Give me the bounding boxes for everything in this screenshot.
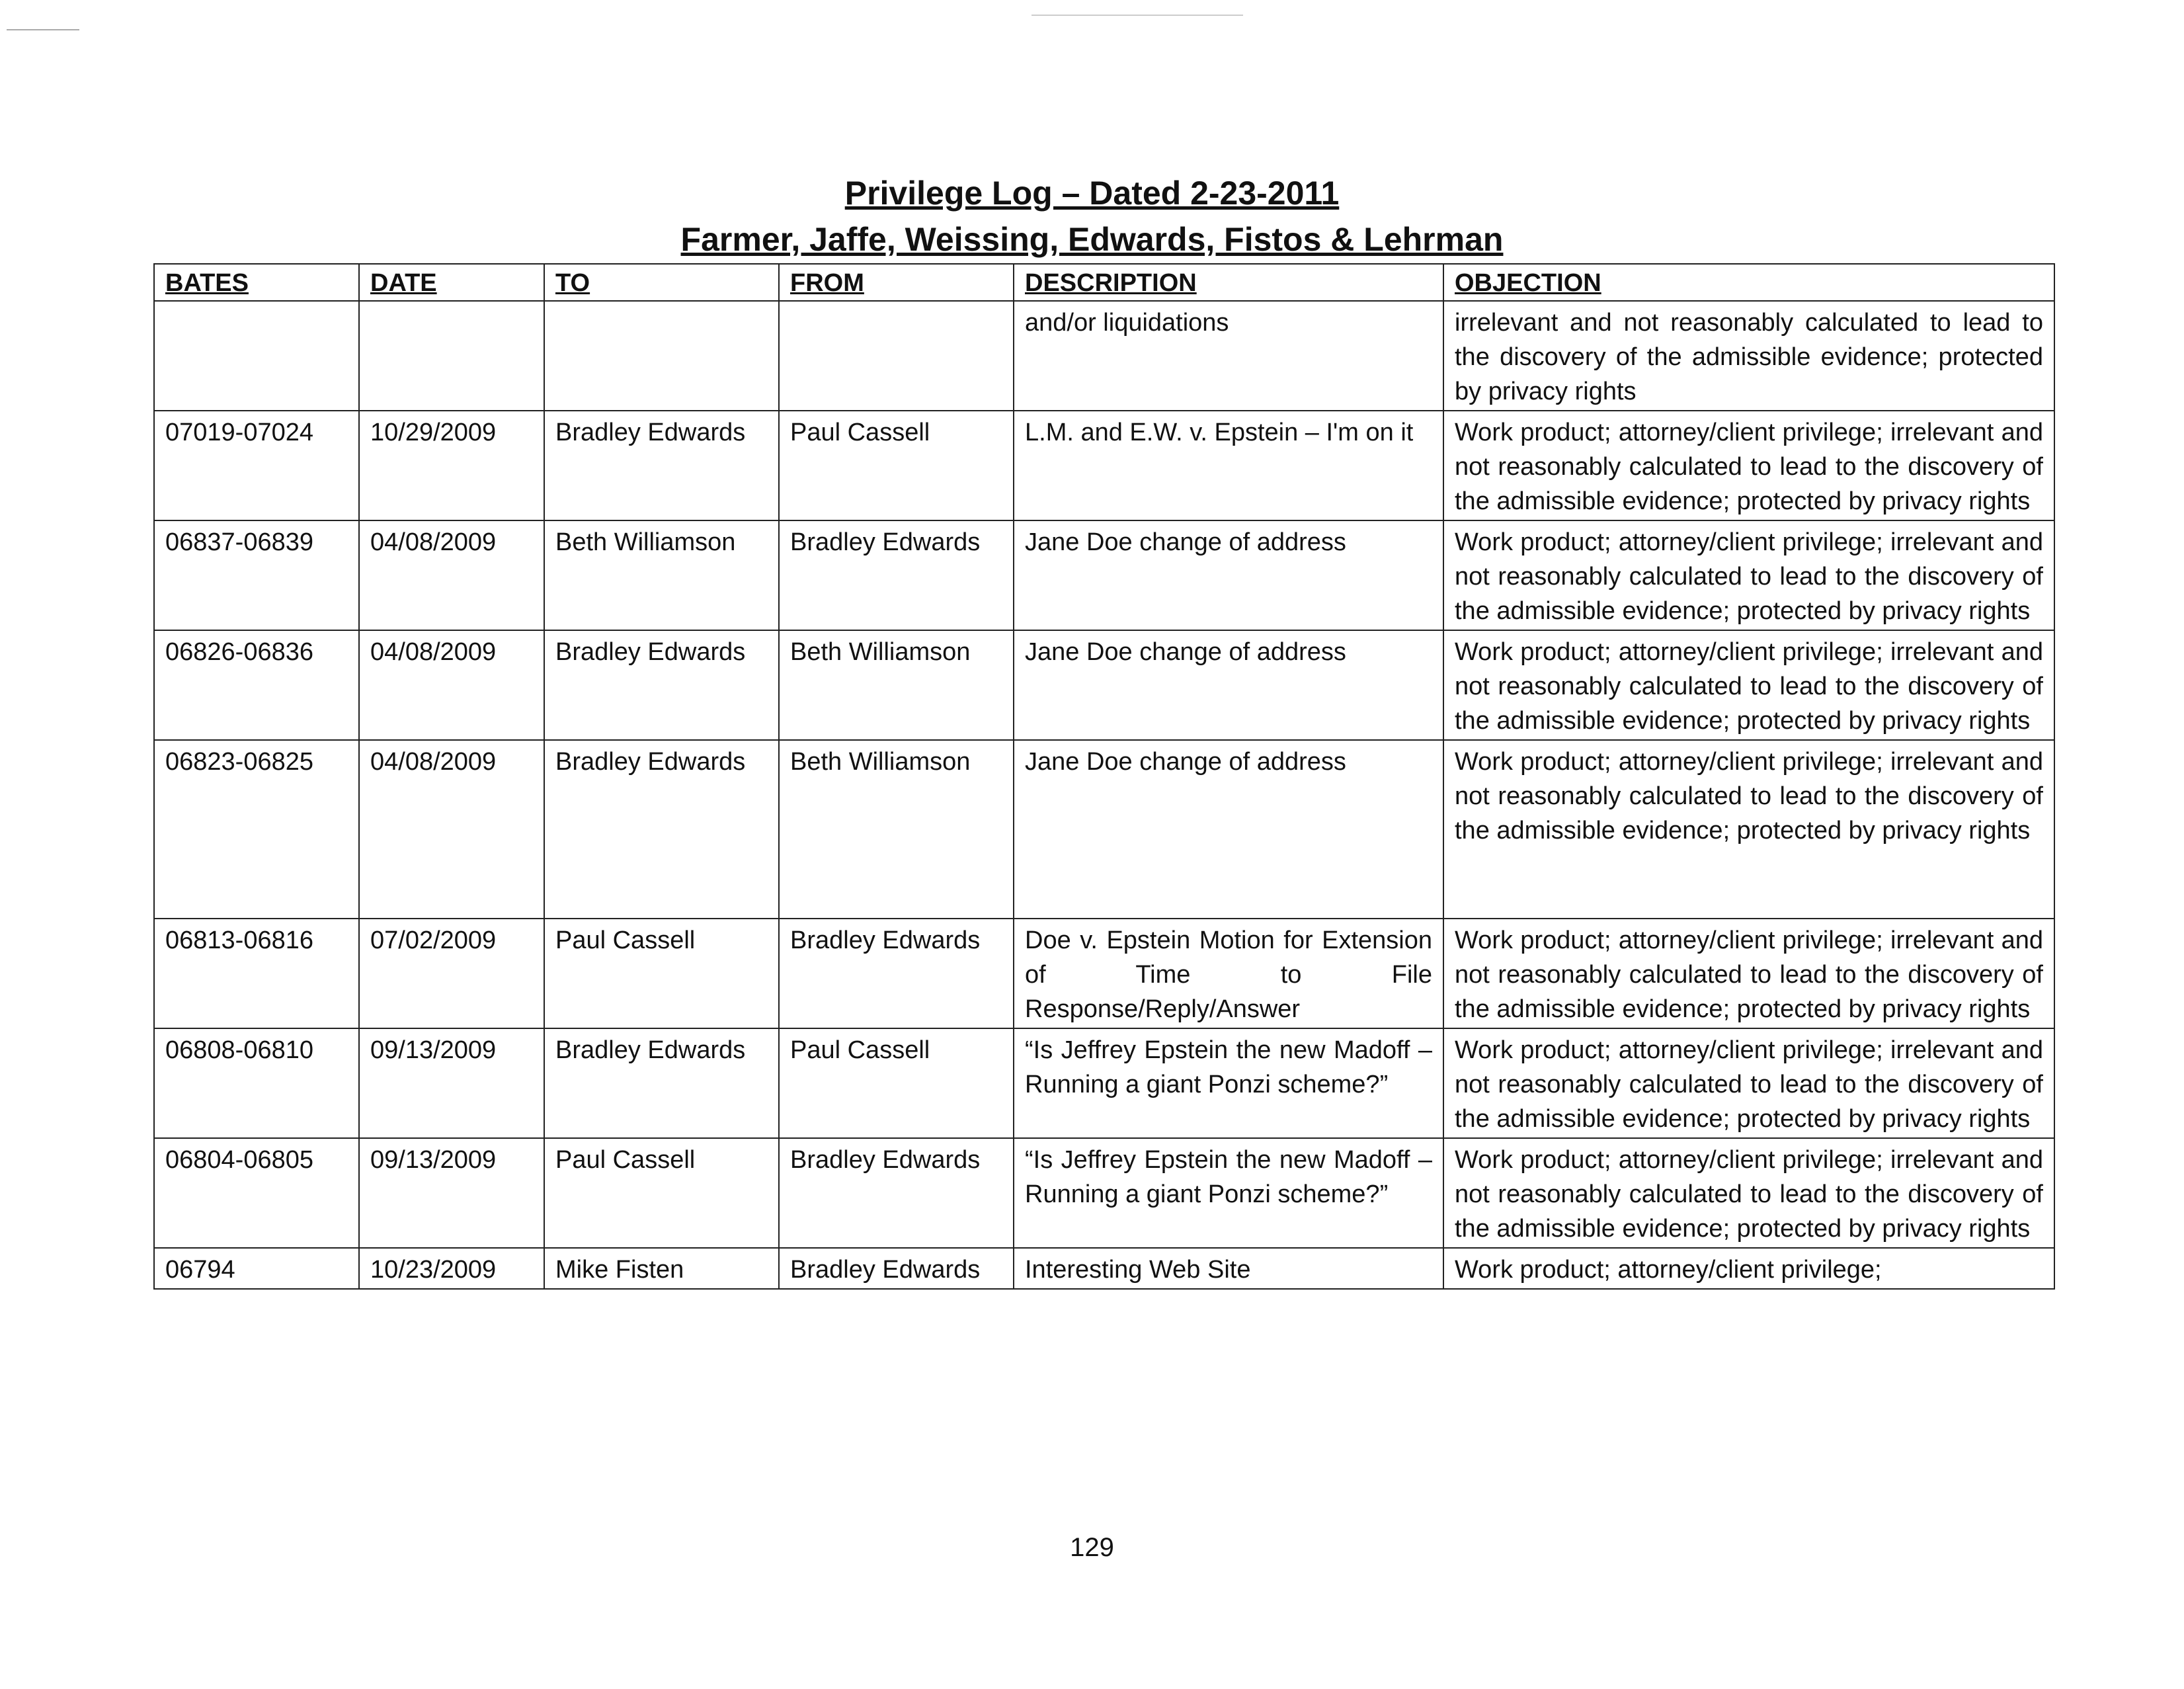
table-row [154, 740, 2054, 919]
cell-date: 04/08/2009 [359, 630, 544, 740]
table-row [154, 919, 2054, 1028]
privilege-log-table [153, 263, 2055, 1290]
cell-bates: 07019-07024 [154, 411, 359, 520]
cell-description: Doe v. Epstein Motion for Extension of Time to File Response/Reply/Answer [1014, 919, 1443, 1028]
cell-to: Mike Fisten [544, 1248, 779, 1289]
cell-from: Beth Williamson [779, 740, 1014, 919]
table-header-row [154, 264, 2054, 301]
cell-to: Beth Williamson [544, 520, 779, 630]
cell-date: 10/29/2009 [359, 411, 544, 520]
cell-description: Jane Doe change of address [1014, 520, 1443, 630]
cell-from [779, 301, 1014, 411]
column-header-from: FROM [779, 264, 1014, 301]
cell-to: Bradley Edwards [544, 1028, 779, 1138]
column-header-bates: BATES [154, 264, 359, 301]
column-header-date: DATE [359, 264, 544, 301]
cell-to: Paul Cassell [544, 1138, 779, 1248]
cell-description: and/or liquidations [1014, 301, 1443, 411]
scan-artifact-line [7, 29, 79, 30]
cell-objection: Work product; attorney/client privilege; irrelevant and not reasonably calculated to lead to the discovery of the admissible evidence; protected by privacy rights [1443, 1138, 2054, 1248]
cell-bates: 06813-06816 [154, 919, 359, 1028]
table-row [154, 520, 2054, 630]
cell-date: 04/08/2009 [359, 740, 544, 919]
cell-to: Paul Cassell [544, 919, 779, 1028]
table-row [154, 630, 2054, 740]
column-header-objection: OBJECTION [1443, 264, 2054, 301]
page-title: Privilege Log – Dated 2-23-2011 [844, 175, 1340, 212]
cell-from: Bradley Edwards [779, 1248, 1014, 1289]
cell-date: 07/02/2009 [359, 919, 544, 1028]
cell-objection: Work product; attorney/client privilege; irrelevant and not reasonably calculated to lead to the discovery of the admissible evidence; protected by privacy rights [1443, 520, 2054, 630]
cell-date: 04/08/2009 [359, 520, 544, 630]
cell-objection: Work product; attorney/client privilege; irrelevant and not reasonably calculated to lead to the discovery of the admissible evidence; protected by privacy rights [1443, 1028, 2054, 1138]
table-row [154, 1028, 2054, 1138]
cell-date: 09/13/2009 [359, 1138, 544, 1248]
cell-to [544, 301, 779, 411]
cell-to: Bradley Edwards [544, 630, 779, 740]
cell-bates [154, 301, 359, 411]
table-row [154, 301, 2054, 411]
cell-bates: 06808-06810 [154, 1028, 359, 1138]
cell-date [359, 301, 544, 411]
cell-description: “Is Jeffrey Epstein the new Madoff – Running a giant Ponzi scheme?” [1014, 1028, 1443, 1138]
cell-date: 09/13/2009 [359, 1028, 544, 1138]
cell-date: 10/23/2009 [359, 1248, 544, 1289]
cell-description: L.M. and E.W. v. Epstein – I'm on it [1014, 411, 1443, 520]
cell-from: Bradley Edwards [779, 1138, 1014, 1248]
cell-objection: Work product; attorney/client privilege; irrelevant and not reasonably calculated to lead to the discovery of the admissible evidence; protected by privacy rights [1443, 411, 2054, 520]
cell-objection: irrelevant and not reasonably calculated to lead to the discovery of the admissible evidence; protected by privacy rights [1443, 301, 2054, 411]
cell-objection: Work product; attorney/client privilege; irrelevant and not reasonably calculated to lead to the discovery of the admissible evidence; protected by privacy rights [1443, 919, 2054, 1028]
cell-to: Bradley Edwards [544, 411, 779, 520]
cell-objection: Work product; attorney/client privilege; irrelevant and not reasonably calculated to lead to the discovery of the admissible evidence; protected by privacy rights [1443, 630, 2054, 740]
page-subtitle: Farmer, Jaffe, Weissing, Edwards, Fistos & Lehrman [680, 221, 1504, 258]
cell-from: Beth Williamson [779, 630, 1014, 740]
cell-from: Paul Cassell [779, 1028, 1014, 1138]
cell-from: Bradley Edwards [779, 919, 1014, 1028]
cell-bates: 06794 [154, 1248, 359, 1289]
page-number: 129 [1070, 1533, 1114, 1562]
cell-bates: 06837-06839 [154, 520, 359, 630]
column-header-description: DESCRIPTION [1014, 264, 1443, 301]
cell-bates: 06804-06805 [154, 1138, 359, 1248]
column-header-to: TO [544, 264, 779, 301]
cell-description: Interesting Web Site [1014, 1248, 1443, 1289]
scan-artifact-line [1031, 15, 1243, 16]
cell-from: Bradley Edwards [779, 520, 1014, 630]
table-row [154, 411, 2054, 520]
cell-description: “Is Jeffrey Epstein the new Madoff – Running a giant Ponzi scheme?” [1014, 1138, 1443, 1248]
cell-bates: 06826-06836 [154, 630, 359, 740]
table-row [154, 1138, 2054, 1248]
cell-bates: 06823-06825 [154, 740, 359, 919]
cell-from: Paul Cassell [779, 411, 1014, 520]
cell-objection: Work product; attorney/client privilege; [1443, 1248, 2054, 1289]
cell-objection: Work product; attorney/client privilege; irrelevant and not reasonably calculated to lead to the discovery of the admissible evidence; protected by privacy rights [1443, 740, 2054, 919]
cell-description: Jane Doe change of address [1014, 740, 1443, 919]
cell-description: Jane Doe change of address [1014, 630, 1443, 740]
table-row [154, 1248, 2054, 1289]
cell-to: Bradley Edwards [544, 740, 779, 919]
